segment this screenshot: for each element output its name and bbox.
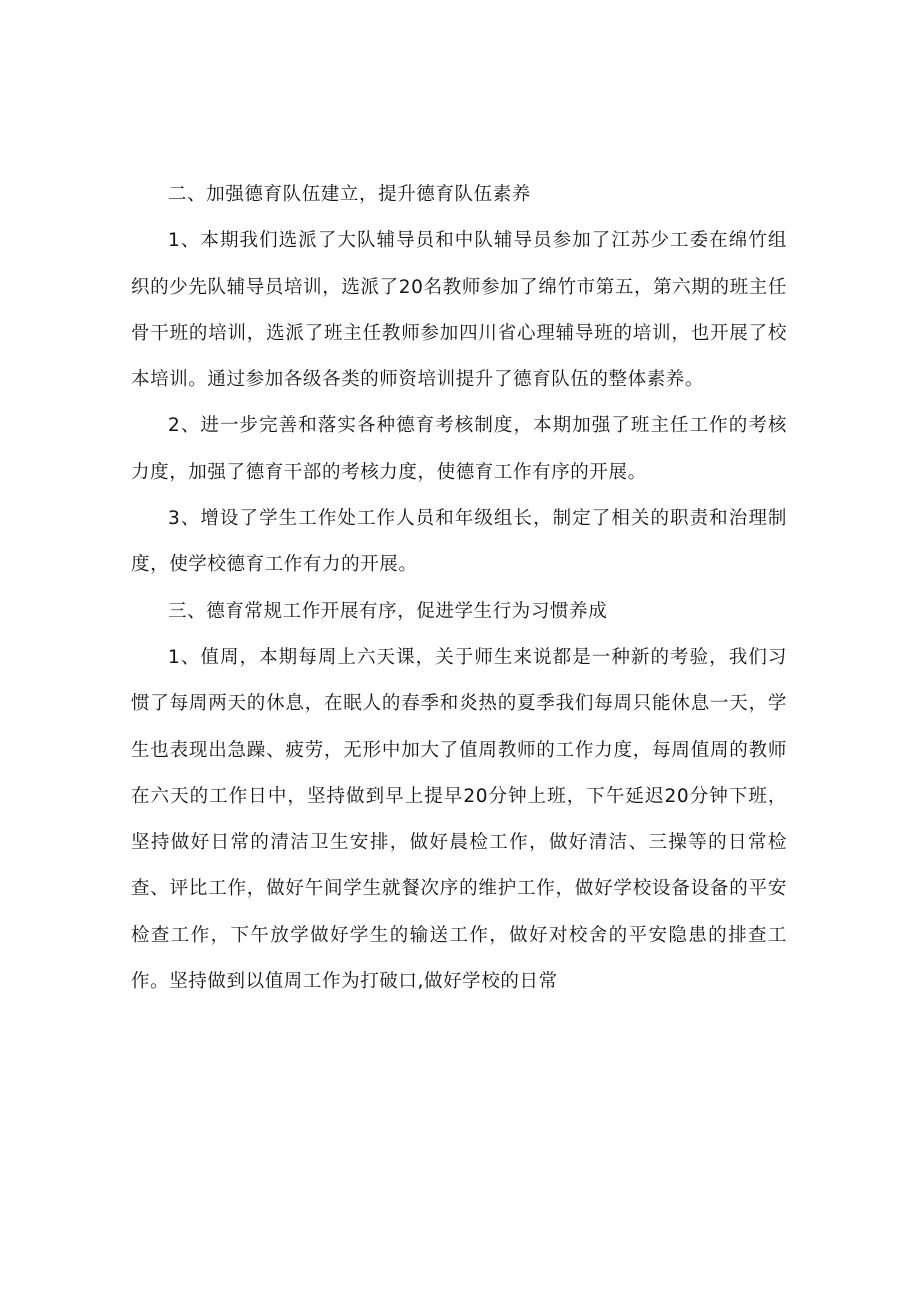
paragraph-2-1: 1、本期我们选派了大队辅导员和中队辅导员参加了江苏少工委在绵竹组织的少先队辅导员培训，选派了20名教师参加了绵竹市第五，第六期的班主任骨干班的培训，选派了班主任教师参加四川省心理辅导班的培训，也开展了校本培训。通过参加各级各类的师资培训提升了德育队伍的整体素养。: [131, 230, 787, 391]
section-heading-2: 二、加强德育队伍建立，提升德育队伍素养: [168, 184, 531, 205]
section-heading-3: 三、德育常规工作开展有序，促进学生行为习惯养成: [168, 600, 608, 622]
paragraph-3-1: 1、值周，本期每周上六天课，关于师生来说都是一种新的考验，我们习惯了每周两天的休息，在眠人的春季和炎热的夏季我们每周只能休息一天，学生也表现出急躁、疲劳，无形中加大了值周教师的工作力度，每周值周的教师在六天的工作日中，坚持做到早上提早20分钟上班，下午延迟20分钟下班，坚持做好日常的清洁卫生安排，做好晨检工作，做好清洁、三操等的日常检查、评比工作，做好午间学生就餐次序的维护工作，做好学校设备设备的平安检查工作，下午放学做好学生的输送工作，做好对校舍的平安隐患的排查工作。坚持做到以值周工作为打破口,做好学校的日常: [131, 646, 787, 993]
paragraph-2-2: 2、进一步完善和落实各种德育考核制度，本期加强了班主任工作的考核力度，加强了德育干部的考核力度，使德育工作有序的开展。: [131, 415, 787, 483]
document-body: [131, 172, 787, 1005]
paragraph-2-3: 3、增设了学生工作处工作人员和年级组长，制定了相关的职责和治理制度，使学校德育工作有力的开展。: [131, 508, 787, 576]
